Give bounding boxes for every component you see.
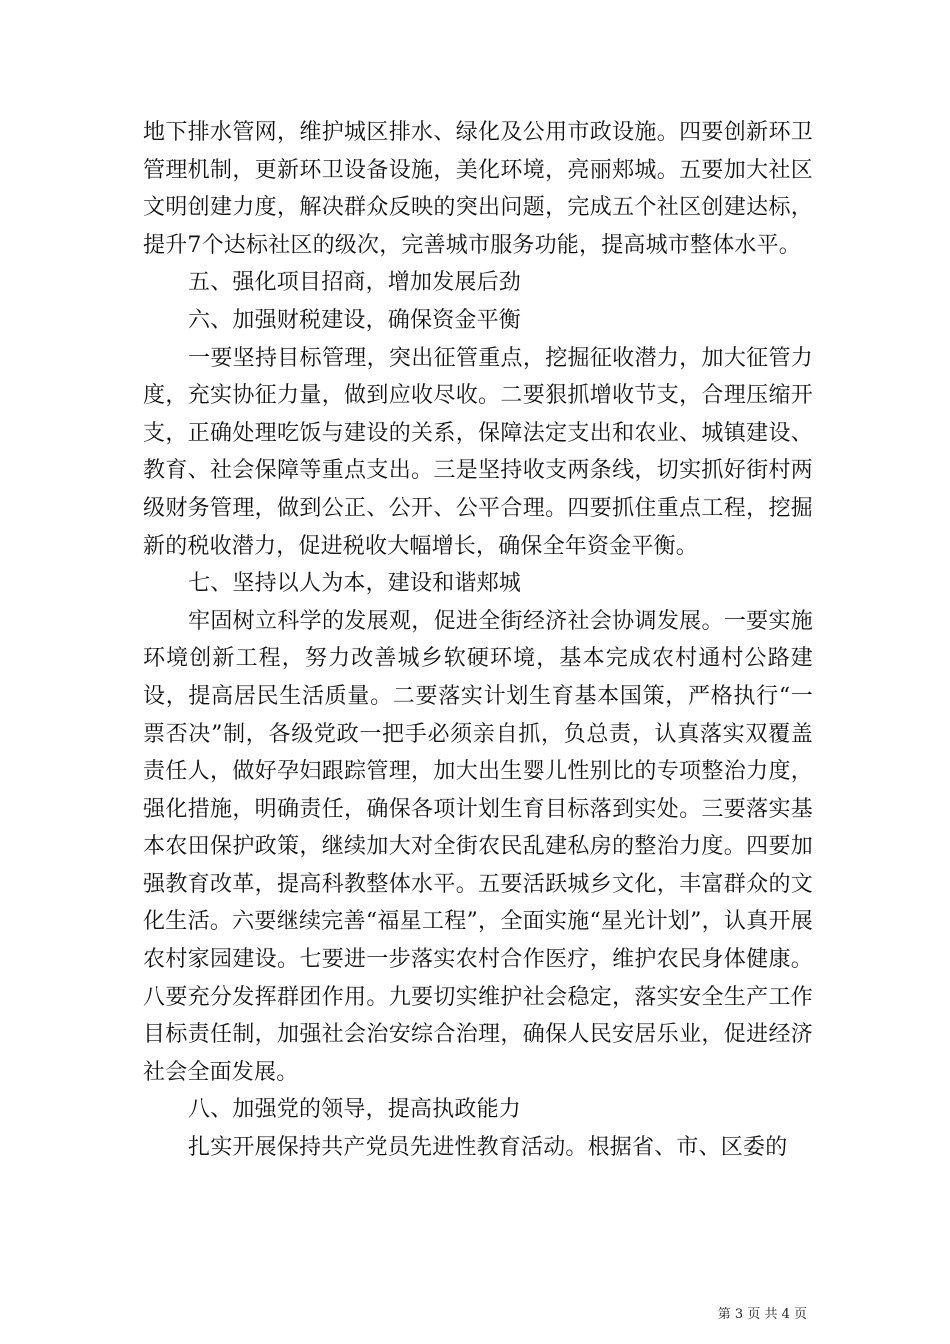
section-heading-7: 七、坚持以人为本，建设和谐郏城 bbox=[188, 571, 522, 597]
document-body bbox=[143, 114, 813, 1167]
paragraph-finance: 一要坚持目标管理，突出征管重点，挖掘征收潜力，加大征管力度，充实协征力量，做到应收尽收。二要狠抓增收节支，合理压缩开支，正确处理吃饭与建设的关系，保障法定支出和农业、城镇建设、教育、社会保障等重点支出。三是坚持收支两条线，切实抓好街村两级财务管理，做到公正、公开、公平合理。四要抓住重点工程，挖掘新的税收潜力，促进税收大幅增长，确保全年资金平衡。 bbox=[143, 345, 813, 559]
paragraph-harmony: 牢固树立科学的发展观，促进全街经济社会协调发展。一要实施环境创新工程，努力改善城乡软硬环境，基本完成农村通村公路建设，提高居民生活质量。二要落实计划生育基本国策，严格执行“一票否决”制，各级党政一把手必须亲自抓，负总责，认真落实双覆盖责任人，做好孕妇跟踪管理，加大出生婴儿性别比的专项整治力度，强化措施，明确责任，确保各项计划生育目标落到实处。三要落实基本农田保护政策，继续加大对全街农民乱建私房的整治力度。四要加强教育改革，提高科教整体水平。五要活跃城乡文化，丰富群众的文化生活。六要继续完善“福星工程”，全面实施“星光计划”，认真开展农村家园建设。七要进一步落实农村合作医疗，维护农民身体健康。八要充分发挥群团作用。九要切实维护社会稳定，落实安全生产工作目标责任制，加强社会治安综合治理，确保人民安居乐业，促进经济社会全面发展。 bbox=[143, 608, 813, 1085]
section-heading-5: 五、强化项目招商，增加发展后劲 bbox=[188, 270, 522, 296]
paragraph-continuation: 地下排水管网，维护城区排水、绿化及公用市政设施。四要创新环卫管理机制，更新环卫设备设施，美化环境，亮丽郏城。五要加大社区文明创建力度，解决群众反映的突出问题，完成五个社区创建达标，提升7个达标社区的级次，完善城市服务功能，提高城市整体水平。 bbox=[143, 120, 813, 258]
paragraph-party: 扎实开展保持共产党员先进性教育活动。根据省、市、区委的 bbox=[188, 1135, 788, 1161]
section-heading-6: 六、加强财税建设，确保资金平衡 bbox=[188, 307, 522, 333]
section-heading-8: 八、加强党的领导，提高执政能力 bbox=[188, 1097, 522, 1123]
page-number-footer: 第 3 页 共 4 页 bbox=[717, 1307, 807, 1322]
